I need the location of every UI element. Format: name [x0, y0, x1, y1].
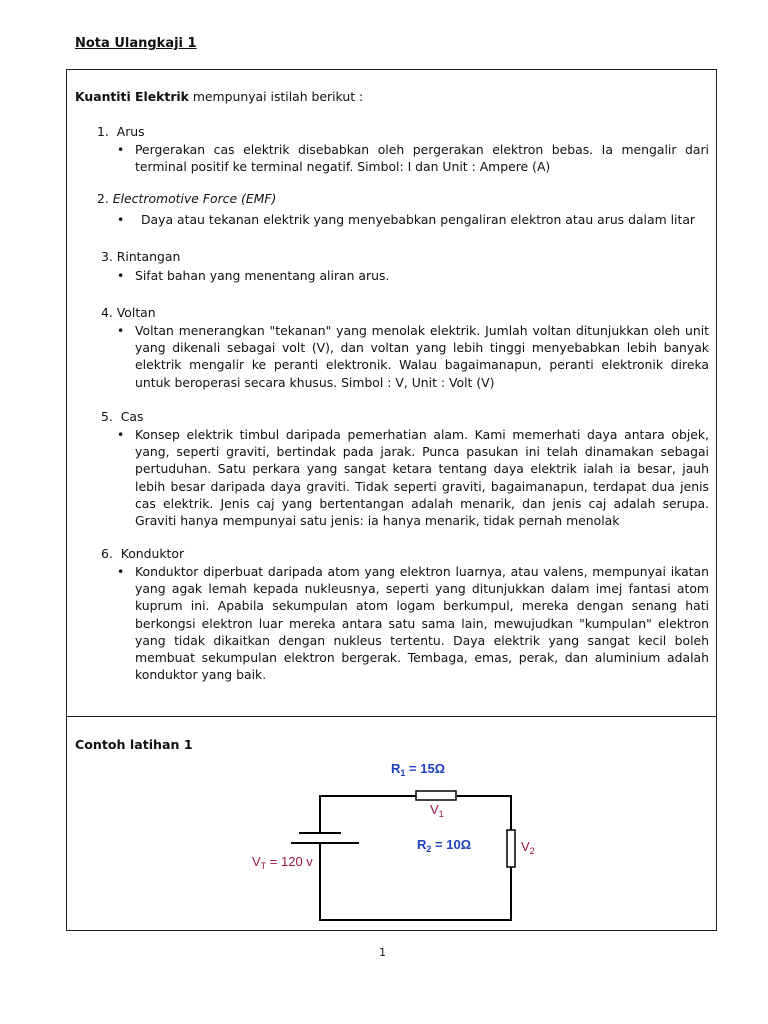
intro-line: [75, 89, 363, 104]
v2-label: [521, 839, 535, 856]
bullet-dot: •: [117, 268, 125, 283]
bullet-dot: •: [117, 142, 125, 157]
bullet-dot: •: [117, 212, 125, 227]
circuit-wires: [320, 796, 511, 920]
item-emf-bullet: [117, 211, 709, 228]
resistor-r1: [416, 791, 456, 800]
item-title: Cas: [120, 409, 144, 424]
item-title: Konduktor: [120, 546, 185, 561]
r1-subscript: 1: [400, 768, 406, 778]
page-title: Nota Ulangkaji 1: [75, 36, 197, 51]
bullet-dot: •: [117, 427, 125, 442]
item-heading: [101, 546, 184, 561]
item-text: Sifat bahan yang menentang aliran arus.: [135, 268, 390, 283]
r1-value: = 15Ω: [405, 761, 446, 776]
item-title: Arus: [116, 124, 145, 139]
vt-symbol: V: [252, 854, 261, 869]
r1-symbol: R: [391, 761, 401, 776]
circuit-diagram: [67, 717, 716, 930]
item-number: 4.: [101, 305, 113, 320]
wire-top-right: [457, 796, 511, 830]
v1-subscript: 1: [438, 809, 444, 819]
v1-symbol: V: [430, 802, 439, 817]
item-rintangan-bullet: [117, 267, 709, 284]
intro-rest: mempunyai istilah berikut :: [188, 89, 364, 104]
item-number: 2.: [97, 191, 109, 206]
r2-subscript: 2: [426, 844, 432, 854]
item-title: Electromotive Force (EMF): [112, 191, 277, 206]
item-text: Voltan menerangkan "tekanan" yang menolak elektrik. Jumlah voltan ditunjukkan oleh unit yang dikenali sebagai volt (V), dan voltan yang lebih tinggi menyebabkan lebih banyak elektrik mengalir ke peranti elektronik. Walau bagaimanapun, peranti elektronik direka untuk beroperasi secara khusus. Simbol : V, Unit : Volt (V): [135, 323, 709, 390]
wire-bottom: [320, 843, 511, 920]
v1-label: [430, 802, 444, 819]
v2-subscript: 2: [529, 846, 535, 856]
r2-value: = 10Ω: [431, 837, 472, 852]
item-heading: [101, 305, 156, 320]
item-heading: [97, 191, 276, 206]
item-heading: [101, 249, 180, 264]
item-cas-bullet: [117, 426, 709, 529]
item-konduktor-bullet: [117, 563, 709, 683]
r2-label: [417, 837, 471, 854]
bullet-dot: •: [117, 323, 125, 338]
wire-top-left: [320, 796, 416, 833]
r1-label: [391, 761, 445, 778]
vt-subscript: T: [260, 861, 267, 871]
item-text: Konduktor diperbuat daripada atom yang elektron luarnya, atau valens, mempunyai ikatan yang agak lemah kepada nukleusnya, seperti yang ditunjukkan dalam imej fantasi atom kuprum ini. Apabila sekumpulan atom logam berkumpul, mereka dengan senang hati berkongsi elektron luar mereka antara satu sama lain, mewujudkan "kumpulan" elektron yang tidak dikaitkan dengan nukleus tertentu. Daya elektrik yang sangat kecil boleh membuat sekumpulan elektron bergerak. Tembaga, emas, perak, dan aluminium adalah konduktor yang baik.: [135, 564, 709, 683]
r2-symbol: R: [417, 837, 427, 852]
item-number: 6.: [101, 546, 113, 561]
page-number: 1: [379, 946, 386, 959]
example-box: [66, 716, 717, 931]
definitions-box: [66, 69, 717, 717]
item-heading: [97, 124, 145, 139]
item-voltan-bullet: [117, 322, 709, 391]
item-arus-bullet: [117, 141, 709, 175]
vt-label: [252, 854, 313, 871]
intro-bold: Kuantiti Elektrik: [75, 89, 189, 104]
item-title: Rintangan: [116, 249, 181, 264]
bullet-dot: •: [117, 564, 125, 579]
item-number: 1.: [97, 124, 109, 139]
resistor-r2: [507, 830, 515, 867]
item-text: Pergerakan cas elektrik disebabkan oleh pergerakan elektron bebas. Ia mengalir dari terminal positif ke terminal negatif. Simbol: I dan Unit : Ampere (A): [135, 142, 709, 175]
v2-symbol: V: [521, 839, 530, 854]
vt-value: = 120 v: [266, 854, 313, 869]
item-text: Konsep elektrik timbul daripada pemerhatian alam. Kami memerhati daya antara objek, yang, seperti graviti, bertindak pada jarak. Punca pasukan ini telah dinamakan sebagai pertuduhan. Satu perkara yang sangat ketara tentang daya elektrik ialah ia besar, jauh lebih besar daripada daya graviti. Tidak seperti graviti, bagaimanapun, terdapat dua jenis cas elektrik. Jenis caj yang bertentangan adalah menarik, dan jenis caj adalah serupa. Graviti hanya mempunyai satu jenis: ia hanya menarik, tidak pernah menolak: [135, 427, 709, 529]
item-text: Daya atau tekanan elektrik yang menyebabkan pengaliran elektron atau arus dalam litar: [141, 212, 696, 227]
example-title: Contoh latihan 1: [75, 737, 193, 752]
item-title: Voltan: [116, 305, 156, 320]
item-number: 3.: [101, 249, 113, 264]
item-number: 5.: [101, 409, 113, 424]
item-heading: [101, 409, 143, 424]
